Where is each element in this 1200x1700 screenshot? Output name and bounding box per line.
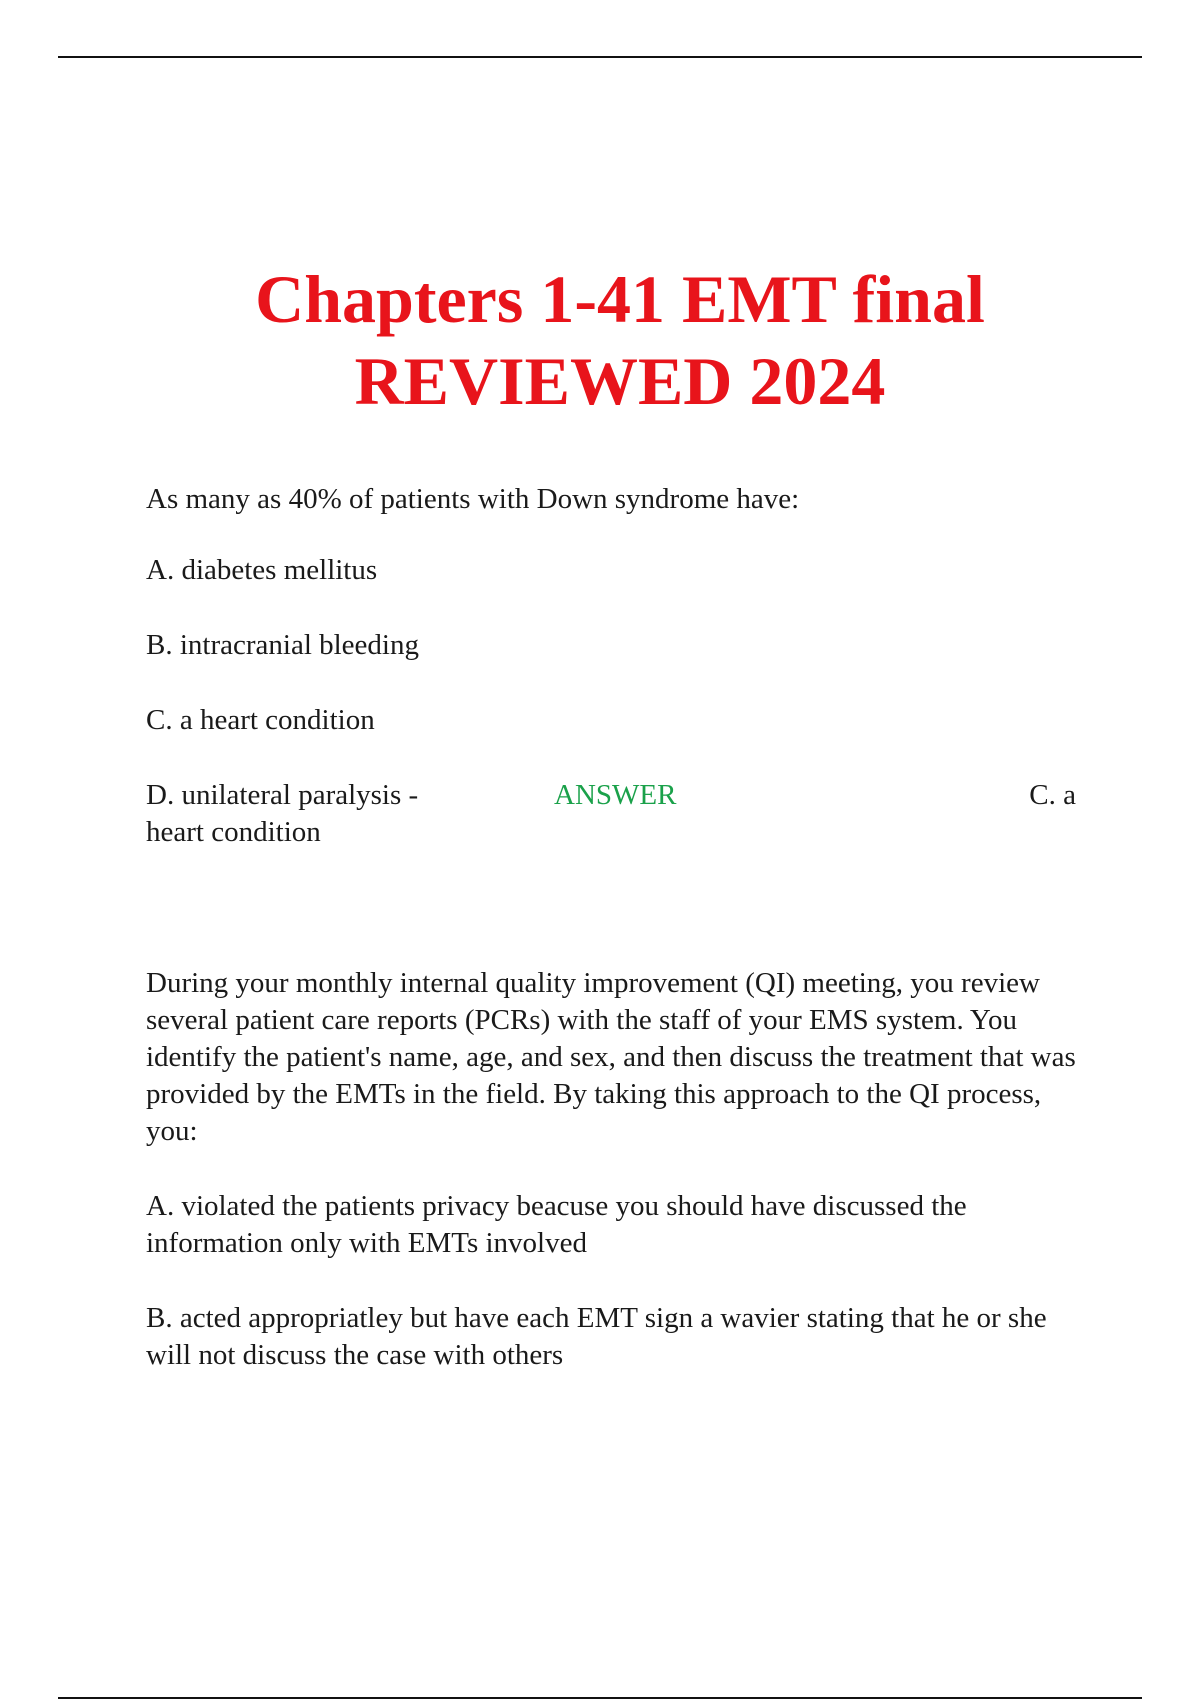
bottom-rule	[58, 1697, 1142, 1699]
question-2-option-a: A. violated the patients privacy beacuse you should have discussed the information only with EMTs involved	[146, 1190, 967, 1259]
question-1-option-d-line	[146, 777, 1076, 814]
question-1	[146, 481, 1076, 851]
question-1-option-d: D. unilateral paralysis -	[146, 779, 419, 811]
answer-value-end: heart condition	[146, 816, 321, 848]
title-line-2: REVIEWED 2024	[354, 342, 886, 419]
question-2-prompt: During your monthly internal quality improvement (QI) meeting, you review several patient care reports (PCRs) with the staff of your EMS system. You identify the patient's name, age, and sex, and then discuss the treatment that was provided by the EMTs in the field. By taking this approach to the QI process, you:	[146, 967, 1076, 1147]
answer-value-start: C. a	[1029, 779, 1076, 811]
question-1-option-c: C. a heart condition	[146, 704, 375, 736]
title-line-1: Chapters 1-41 EMT final	[255, 260, 985, 337]
question-2-option-b: B. acted appropriatley but have each EMT sign a wavier stating that he or she will not discuss the case with others	[146, 1302, 1047, 1371]
question-1-option-a: A. diabetes mellitus	[146, 554, 378, 586]
page-title	[0, 258, 1200, 422]
top-rule	[58, 56, 1142, 58]
question-1-prompt: As many as 40% of patients with Down syndrome have:	[146, 483, 800, 515]
answer-label: ANSWER	[554, 779, 677, 811]
question-2	[146, 965, 1076, 1374]
question-1-option-b: B. intracranial bleeding	[146, 629, 419, 661]
